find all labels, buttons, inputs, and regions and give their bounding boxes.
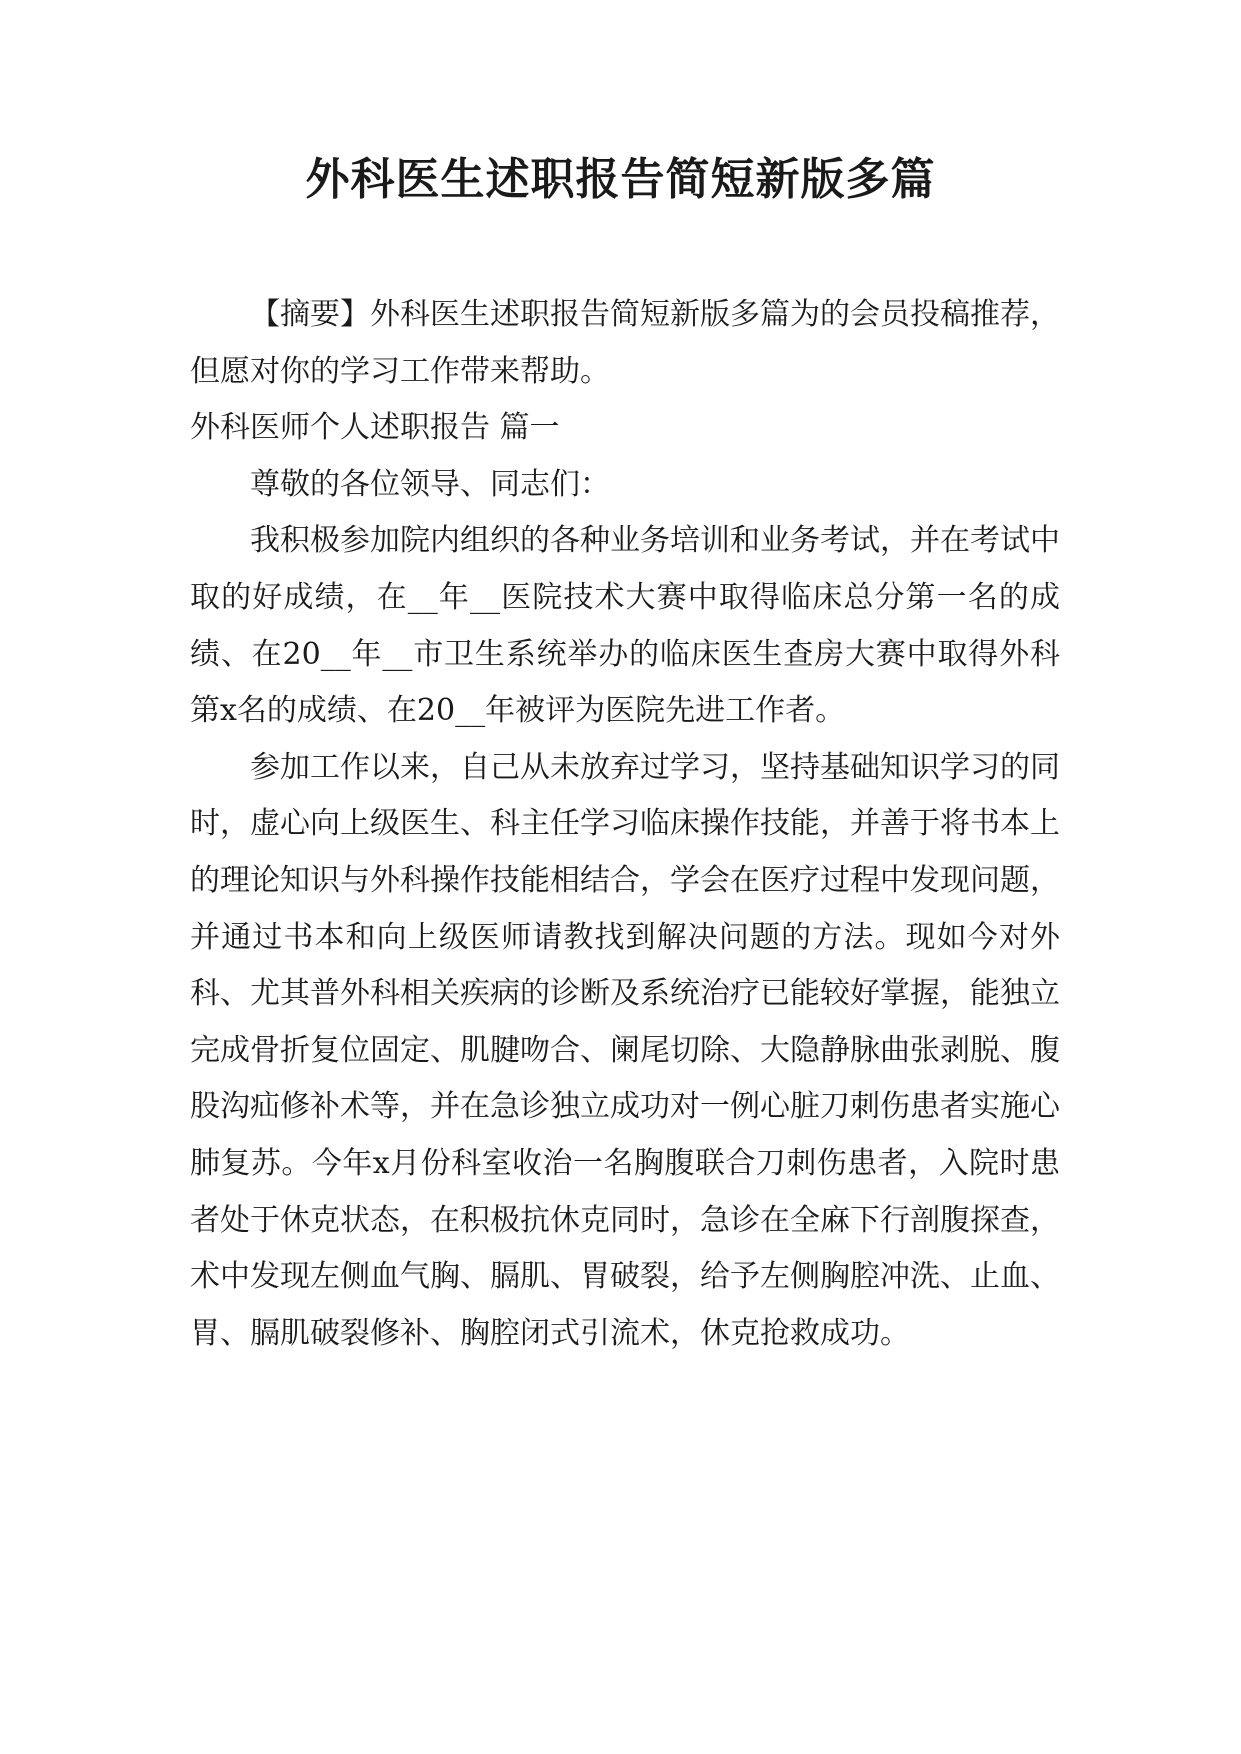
salutation: 尊敬的各位领导、同志们： [250, 466, 610, 502]
abstract-paragraph: 【摘要】外科医生述职报告简短新版多篇为的会员投稿推荐，但愿对你的学习工作带来帮助。 [190, 297, 1060, 389]
document-body [190, 287, 1060, 1362]
body-paragraph-2: 参加工作以来，自己从未放弃过学习，坚持基础知识学习的同时，虚心向上级医生、科主任学习临床操作技能，并善于将书本上的理论知识与外科操作技能相结合，学会在医疗过程中发现问题，并通过书本和向上级医师请教找到解决问题的方法。现如今对外科、尤其普外科相关疾病的诊断及系统治疗已能较好掌握，能独立完成骨折复位固定、肌腱吻合、阑尾切除、大隐静脉曲张剥脱、腹股沟疝修补术等，并在急诊独立成功对一例心脏刀刺伤患者实施心肺复苏。今年x月份科室收治一名胸腹联合刀刺伤患者，入院时患者处于休克状态，在积极抗休克同时，急诊在全麻下行剖腹探查，术中发现左侧血气胸、膈肌、胃破裂，给予左侧胸腔冲洗、止血、胃、膈肌破裂修补、胸腔闭式引流术，休克抢救成功。 [190, 749, 1060, 1351]
section-heading: 外科医师个人述职报告 篇一 [190, 410, 560, 446]
body-paragraph-1: 我积极参加院内组织的各种业务培训和业务考试，并在考试中取的好成绩，在__年__医院技术大赛中取得临床总分第一名的成绩、在20__年__市卫生系统举办的临床医生查房大赛中取得外科第x名的成绩、在20__年被评为医院先进工作者。 [190, 523, 1060, 729]
document-title: 外科医生述职报告简短新版多篇 [305, 154, 936, 205]
